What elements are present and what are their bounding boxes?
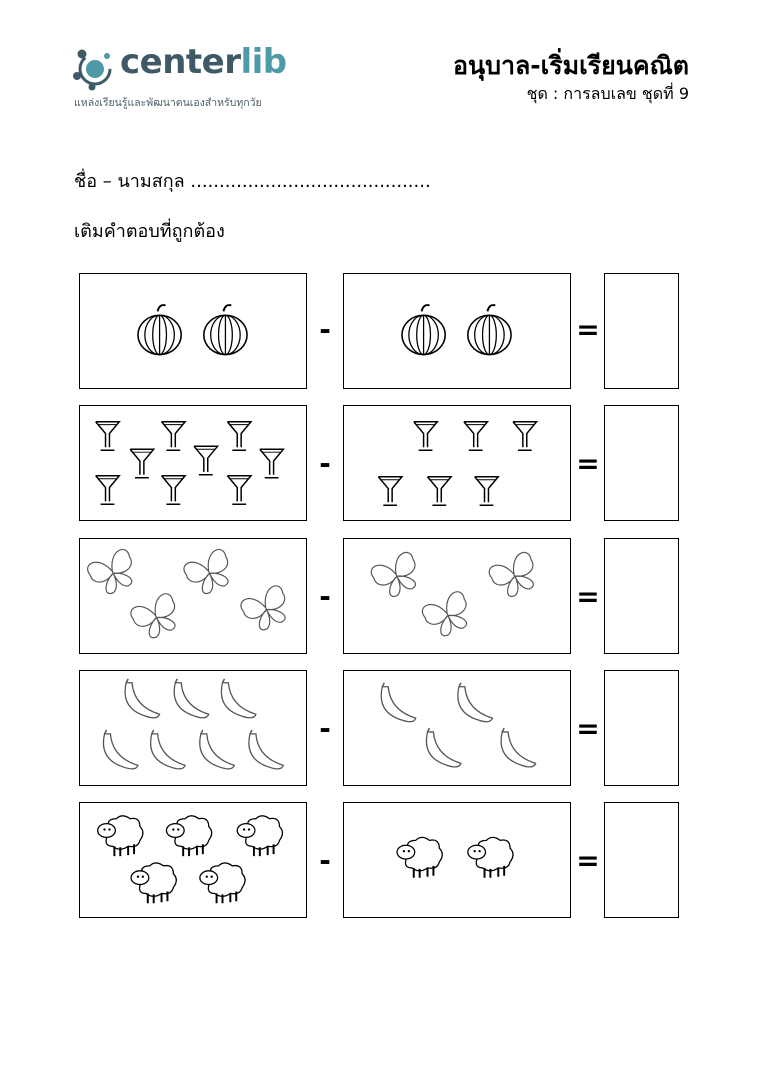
glass-icon [130, 449, 154, 478]
problem-4-left-box [79, 670, 307, 786]
banana-icon [458, 683, 493, 722]
pumpkin-icon [138, 305, 181, 355]
glass-icon [513, 422, 537, 450]
equals-sign: = [576, 447, 600, 480]
glass-icon [162, 476, 186, 505]
glass-icon [227, 422, 251, 450]
banana-icon [151, 730, 186, 769]
banana-icon [221, 679, 256, 718]
problem-4-right-box [343, 670, 571, 786]
minus-sign: - [319, 447, 331, 480]
glass-icon [96, 476, 120, 505]
equals-sign: = [576, 712, 600, 745]
glass-icon [227, 476, 251, 505]
equals-sign: = [576, 580, 600, 613]
instruction-text: เติมคำตอบที่ถูกต้อง [74, 221, 225, 242]
problem-4-left-bananas [80, 671, 306, 785]
equals-sign: = [576, 313, 600, 346]
minus-sign: - [319, 844, 331, 877]
problem-3-right-butterflies [344, 539, 570, 653]
banana-icon [125, 679, 160, 718]
banana-icon [381, 683, 416, 722]
sheep-icon [397, 837, 442, 877]
problem-2-right-box [343, 405, 571, 521]
banana-icon [174, 679, 209, 718]
page-subtitle: ชุด : การลบเลข ชุดที่ 9 [526, 84, 689, 103]
sheep-icon [237, 816, 282, 856]
problem-1-left-pumpkins [80, 274, 306, 388]
problem-5-right-sheep [344, 803, 570, 917]
butterfly-icon [369, 550, 424, 601]
banana-icon [200, 730, 235, 769]
logo-molecule-icon [72, 46, 118, 92]
answer-box-4[interactable] [604, 670, 679, 786]
answer-box-3[interactable] [604, 538, 679, 654]
logo-wordmark [120, 42, 287, 82]
glass-icon [378, 477, 402, 506]
butterfly-icon [85, 547, 140, 598]
glass-icon [464, 422, 488, 450]
minus-sign: - [319, 313, 331, 346]
glass-icon [162, 422, 186, 450]
problem-1-right-box [343, 273, 571, 389]
butterfly-icon [487, 550, 542, 601]
butterfly-icon [420, 590, 475, 641]
sheep-icon [468, 837, 513, 877]
page-title: อนุบาล-เริ่มเรียนคณิต [452, 51, 689, 80]
butterfly-icon [182, 547, 237, 598]
problem-3-right-box [343, 538, 571, 654]
butterfly-icon [129, 592, 184, 643]
banana-icon [426, 728, 461, 767]
sheep-icon [131, 863, 176, 903]
banana-icon [103, 730, 138, 769]
banana-icon [249, 730, 284, 769]
logo-tagline: แหล่งเรียนรู้และพัฒนาตนเองสำหรับทุกวัย [74, 97, 262, 109]
problem-1-left-box [79, 273, 307, 389]
problem-2-left-glasses [80, 406, 306, 520]
answer-box-2[interactable] [604, 405, 679, 521]
glass-icon [414, 422, 438, 450]
pumpkin-icon [402, 305, 445, 355]
logo-suffix: lib [240, 42, 287, 82]
glass-icon [428, 477, 452, 506]
minus-sign: - [319, 712, 331, 745]
glass-icon [475, 477, 499, 506]
pumpkin-icon [204, 305, 247, 355]
problem-5-left-box [79, 802, 307, 918]
answer-box-1[interactable] [604, 273, 679, 389]
problem-3-left-box [79, 538, 307, 654]
glass-icon [260, 449, 284, 478]
problem-2-left-box [79, 405, 307, 521]
pumpkin-icon [468, 305, 511, 355]
problem-3-left-butterflies [80, 539, 306, 653]
problem-4-right-bananas [344, 671, 570, 785]
sheep-icon [200, 863, 245, 903]
centerlib-logo [72, 42, 302, 112]
problem-1-right-pumpkins [344, 274, 570, 388]
glass-icon [96, 422, 120, 450]
problem-2-right-glasses [344, 406, 570, 520]
banana-icon [501, 728, 536, 767]
minus-sign: - [319, 580, 331, 613]
answer-box-5[interactable] [604, 802, 679, 918]
logo-prefix: center [120, 42, 241, 82]
butterfly-icon [239, 584, 294, 635]
name-field-line[interactable]: ชื่อ – นามสกุล .......................................... [74, 171, 431, 192]
sheep-icon [98, 816, 143, 856]
problem-5-right-box [343, 802, 571, 918]
glass-icon [194, 446, 218, 475]
equals-sign: = [576, 844, 600, 877]
problem-5-left-sheep [80, 803, 306, 917]
sheep-icon [166, 816, 211, 856]
